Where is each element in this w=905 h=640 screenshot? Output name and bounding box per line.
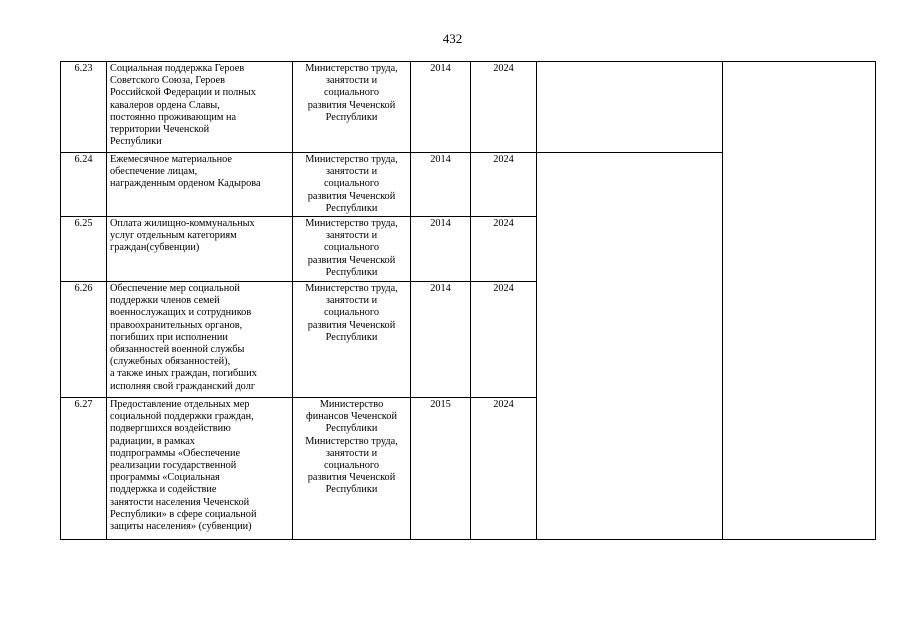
cell-text-line: программы «Социальная — [110, 472, 220, 484]
empty-cell-result — [537, 62, 723, 153]
cell-text-line: кавалеров ордена Славы, — [110, 99, 220, 111]
cell-text-line: развития Чеченской — [307, 99, 396, 111]
cell-text-line: социального — [323, 178, 379, 190]
cell-text-line: а также иных граждан, погибших — [110, 368, 257, 380]
row-number: 6.23 — [61, 62, 107, 153]
cell-text-line: Республики — [325, 484, 378, 496]
cell-text-line: подпрограммы «Обеспечение — [110, 447, 241, 459]
cell-text-line: поддержка и содействие — [110, 484, 217, 496]
cell-text-line: постоянно проживающим на — [110, 111, 237, 123]
cell-text-line: Министерство труда, — [305, 435, 398, 447]
cell-text-line: социального — [323, 460, 379, 472]
start-year: 2014 — [411, 282, 471, 398]
cell-text-line: социального — [323, 87, 379, 99]
cell-text-line: Министерство труда, — [305, 218, 398, 229]
responsible-executor — [293, 282, 411, 398]
cell-text-line: социальной поддержки граждан, — [110, 411, 254, 423]
cell-text-line: развития Чеченской — [307, 472, 396, 484]
cell-text-line: радиации, в рамках — [110, 435, 195, 447]
cell-text-line: занятости и — [325, 230, 378, 242]
cell-text-line: обеспечение лицам, — [110, 166, 198, 178]
end-year: 2024 — [471, 153, 537, 217]
cell-text-line: занятости населения Чеченской — [110, 496, 250, 508]
program-table — [60, 61, 876, 540]
cell-text-line: Республики — [110, 136, 162, 148]
cell-text-line: социального — [323, 307, 379, 319]
cell-text-line: территории Чеченской — [110, 124, 210, 136]
cell-text-line: финансов Чеченской — [306, 411, 397, 423]
cell-text-line: Министерство труда, — [305, 154, 398, 165]
activity-name — [107, 217, 293, 282]
end-year: 2024 — [471, 282, 537, 398]
activity-name — [107, 398, 293, 540]
row-number: 6.24 — [61, 153, 107, 217]
cell-text-line: обязанностей военной службы — [110, 344, 245, 356]
row-number: 6.27 — [61, 398, 107, 540]
cell-text-line: Ежемесячное материальное — [110, 154, 232, 165]
cell-text-line: Социальная поддержка Героев — [110, 63, 245, 74]
table-row-6-23 — [61, 62, 876, 153]
cell-text-line: Обеспечение мер социальной — [110, 283, 240, 294]
cell-text-line: погибших при исполнении — [110, 331, 228, 343]
responsible-executor — [293, 62, 411, 153]
cell-text-line: Республики — [325, 111, 378, 123]
cell-text-line: подвергшихся воздействию — [110, 423, 231, 435]
cell-text-line: (служебных обязанностей), — [110, 356, 231, 368]
cell-text-line: граждан(субвенции) — [110, 242, 200, 254]
cell-text-line: Республики — [325, 331, 378, 343]
start-year: 2014 — [411, 153, 471, 217]
cell-text-line: военнослужащих и сотрудников — [110, 307, 252, 319]
cell-text-line: Предоставление отдельных мер — [110, 399, 250, 410]
activity-name — [107, 282, 293, 398]
cell-text-line: Республики» в сфере социальной — [110, 508, 257, 520]
cell-text-line: Министерство труда, — [305, 283, 398, 294]
responsible-executor — [293, 217, 411, 282]
cell-text-line: развития Чеченской — [307, 190, 396, 202]
cell-text-line: занятости и — [325, 295, 378, 307]
cell-text-line: Министерство труда, — [305, 63, 398, 74]
cell-text-line: Советского Союза, Героев — [110, 75, 225, 87]
cell-text-line: Республики — [325, 266, 378, 278]
cell-text-line: Республики — [325, 202, 378, 214]
end-year: 2024 — [471, 62, 537, 153]
end-year: 2024 — [471, 217, 537, 282]
row-number: 6.26 — [61, 282, 107, 398]
cell-text-line: Российской Федерации и полных — [110, 87, 256, 99]
cell-text-line: поддержки членов семей — [110, 295, 220, 307]
cell-text-line: правоохранительных органов, — [110, 319, 243, 331]
row-number: 6.25 — [61, 217, 107, 282]
cell-text-line: защиты населения» (субвенции) — [110, 521, 252, 533]
cell-text-line: занятости и — [325, 447, 378, 459]
cell-text-line: реализации государственной — [110, 460, 237, 472]
activity-name — [107, 153, 293, 217]
start-year: 2014 — [411, 217, 471, 282]
cell-text-line: занятости и — [325, 75, 378, 87]
end-year: 2024 — [471, 398, 537, 540]
empty-cell-notes — [723, 62, 876, 540]
responsible-executor — [293, 153, 411, 217]
cell-text-line: награжденным орденом Кадырова — [110, 178, 261, 190]
cell-text-line: развития Чеченской — [307, 254, 396, 266]
start-year: 2014 — [411, 62, 471, 153]
cell-text-line: социального — [323, 242, 379, 254]
cell-text-line: развития Чеченской — [307, 319, 396, 331]
cell-text-line: исполняя свой гражданский долг — [110, 380, 256, 392]
cell-text-line: услуг отдельным категориям — [110, 230, 237, 242]
empty-cell-result — [537, 153, 723, 540]
start-year: 2015 — [411, 398, 471, 540]
cell-text-line: занятости и — [325, 166, 378, 178]
cell-text-line: Оплата жилищно-коммунальных — [110, 218, 255, 229]
cell-text-line: Республики — [325, 423, 378, 435]
responsible-executor — [293, 398, 411, 540]
cell-text-line: Министерство — [319, 399, 384, 410]
page-number: 432 — [442, 31, 463, 46]
activity-name — [107, 62, 293, 153]
